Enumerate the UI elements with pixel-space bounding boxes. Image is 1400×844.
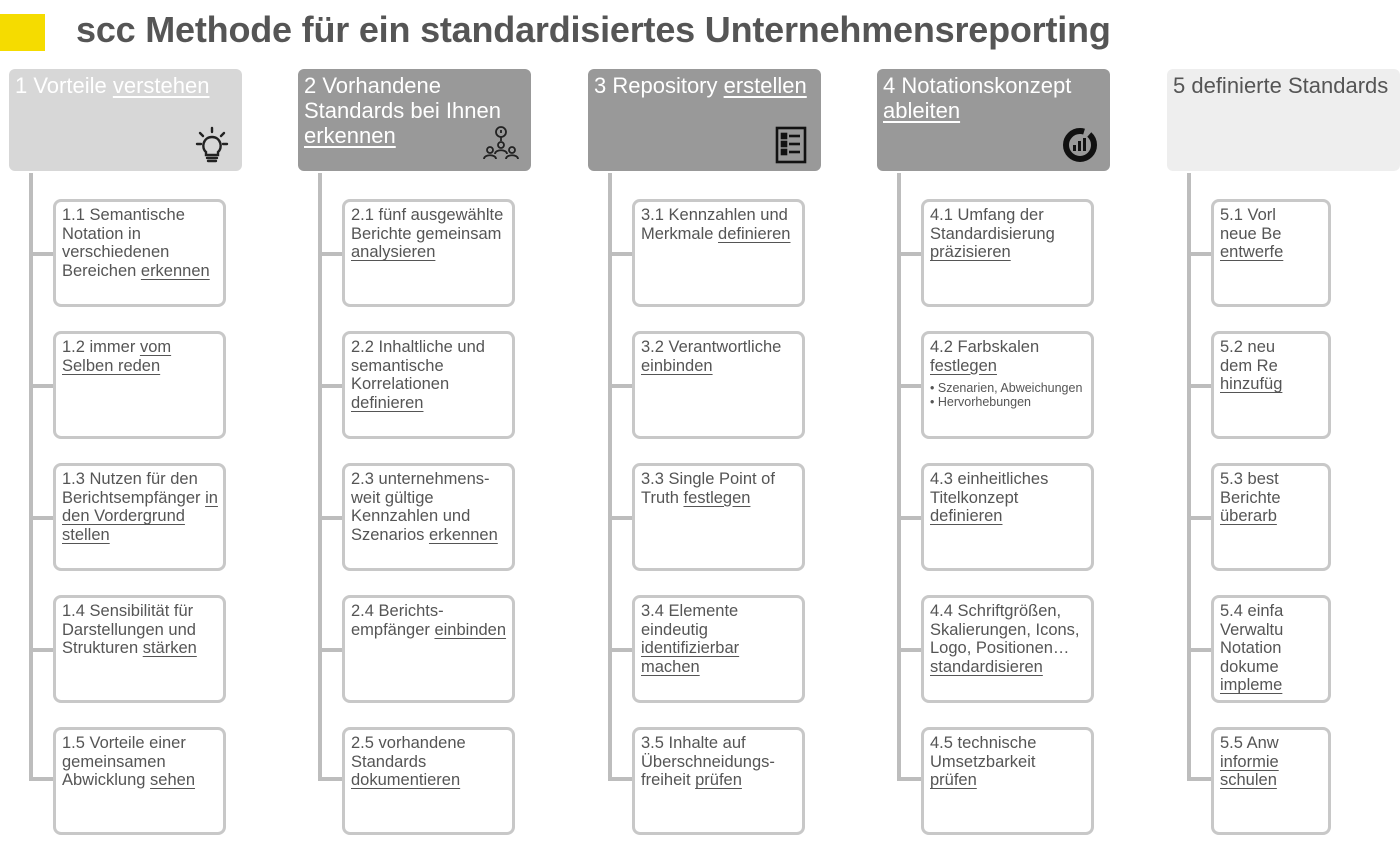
step-text: 5.5 Anw xyxy=(1220,734,1279,752)
step-box-3-2[interactable]: 3.2 Verantwortliche einbinden xyxy=(632,331,805,439)
column-header xyxy=(9,69,242,171)
connector-tick xyxy=(608,252,632,256)
step-box-1-4[interactable]: 1.4 Sensibilität für Darstellungen und Strukturen stärken xyxy=(53,595,226,703)
column-header xyxy=(298,69,531,171)
step-box-4-4[interactable]: 4.4 Schriftgrößen, Skalierungen, Icons, Logo, Positionen… standardisieren xyxy=(921,595,1094,703)
connector-tick xyxy=(608,384,632,388)
step-text: dokume xyxy=(1220,657,1279,676)
lightbulb-icon xyxy=(192,125,232,165)
connector-tick xyxy=(897,252,921,256)
step-link[interactable]: schulen xyxy=(1220,771,1277,790)
step-box-2-4[interactable]: 2.4 Berichts-empfänger einbinden xyxy=(342,595,515,703)
step-box-4-3[interactable]: 4.3 einheitliches Titelkonzept definieren xyxy=(921,463,1094,571)
connector-tick xyxy=(318,384,342,388)
connector-tick xyxy=(29,252,53,256)
chart-circle-icon xyxy=(1060,125,1100,165)
step-text: Verwaltu xyxy=(1220,620,1284,639)
step-box-5-3[interactable] xyxy=(1211,463,1331,571)
step-box-4-1[interactable]: 4.1 Umfang der Standardisierung präzisieren xyxy=(921,199,1094,307)
column-2 xyxy=(298,69,598,844)
step-text: 5.1 Vorl xyxy=(1220,206,1276,224)
column-header xyxy=(1167,69,1400,171)
column-header xyxy=(588,69,821,171)
connector-tick xyxy=(29,516,53,520)
connector-tick xyxy=(318,777,342,781)
step-box-4-5[interactable]: 4.5 technische Umsetzbarkeit prüfen xyxy=(921,727,1094,835)
step-text: 5.2 neu xyxy=(1220,338,1276,356)
connector-tick xyxy=(608,648,632,652)
bullet-item: • Szenarien, Abweichungen xyxy=(930,381,1083,396)
step-box-1-5[interactable]: 1.5 Vorteile einer gemeinsamen Abwicklung sehen xyxy=(53,727,226,835)
step-box-1-1[interactable]: 1.1 Semantische Notation in verschiedenen Bereichen erkennen xyxy=(53,199,226,307)
step-box-5-1[interactable] xyxy=(1211,199,1331,307)
connector-tick xyxy=(1187,516,1211,520)
step-box-2-1[interactable]: 2.1 fünf ausgewählte Berichte gemeinsam analysieren xyxy=(342,199,515,307)
connector-tick xyxy=(897,384,921,388)
column-header-label: 1 Vorteile xyxy=(15,73,113,98)
step-link[interactable]: entwerfe xyxy=(1220,243,1284,262)
step-text: 5.4 einfa xyxy=(1220,602,1284,620)
accent-bar xyxy=(0,14,45,51)
step-box-5-2[interactable] xyxy=(1211,331,1331,439)
step-text: 5.3 best xyxy=(1220,470,1279,488)
column-5 xyxy=(1167,69,1389,844)
connector-tick xyxy=(318,516,342,520)
connector-tick xyxy=(29,384,53,388)
connector-tick xyxy=(1187,648,1211,652)
step-box-3-3[interactable]: 3.3 Single Point of Truth festlegen xyxy=(632,463,805,571)
step-text: Notation xyxy=(1220,639,1282,658)
connector-tick xyxy=(1187,252,1211,256)
step-box-1-2[interactable]: 1.2 immer vom Selben reden xyxy=(53,331,226,439)
step-link[interactable]: impleme xyxy=(1220,676,1283,695)
connector-line xyxy=(1187,173,1191,779)
column-3 xyxy=(588,69,888,844)
connector-tick xyxy=(897,648,921,652)
column-header-link[interactable]: ableiten xyxy=(883,98,961,123)
connector-tick xyxy=(1187,777,1211,781)
column-header xyxy=(877,69,1110,171)
page-title: scc Methode für ein standardisiertes Unternehmensreporting xyxy=(76,9,1111,50)
step-box-2-3[interactable]: 2.3 unternehmens-weit gültige Kennzahlen und Szenarios erkennen xyxy=(342,463,515,571)
connector-tick xyxy=(318,648,342,652)
step-box-3-1[interactable]: 3.1 Kennzahlen und Merkmale definieren xyxy=(632,199,805,307)
column-header-link[interactable]: verstehen xyxy=(112,73,210,98)
step-box-4-2[interactable]: 4.2 Farbskalen festlegen • Szenarien, Abweichungen • Hervorhebungen xyxy=(921,331,1094,439)
column-4 xyxy=(877,69,1177,844)
step-box-1-3[interactable]: 1.3 Nutzen für den Berichtsempfänger in den Vordergrund stellen xyxy=(53,463,226,571)
connector-tick xyxy=(29,777,53,781)
connector-tick xyxy=(1187,384,1211,388)
step-link[interactable]: informie xyxy=(1220,752,1279,771)
column-header-label: 5 definierte Standards xyxy=(1173,73,1389,98)
connector-tick xyxy=(29,648,53,652)
step-box-2-5[interactable]: 2.5 vorhandene Standards dokumentieren xyxy=(342,727,515,835)
connector-tick xyxy=(318,252,342,256)
column-header-label: 4 Notationskonzept xyxy=(883,73,1072,98)
connector-line xyxy=(897,173,901,779)
connector-line xyxy=(608,173,612,779)
connector-tick xyxy=(608,777,632,781)
column-header-link[interactable]: erkennen xyxy=(304,123,396,148)
step-text: dem Re xyxy=(1220,356,1278,375)
checklist-icon xyxy=(771,125,811,165)
step-link[interactable]: überarb xyxy=(1220,507,1277,526)
column-header-label: 2 Vorhandene Standards bei Ihnen xyxy=(304,73,501,123)
step-link[interactable]: hinzufüg xyxy=(1220,375,1283,394)
step-box-2-2[interactable]: 2.2 Inhaltliche und semantische Korrelationen definieren xyxy=(342,331,515,439)
connector-line xyxy=(318,173,322,779)
column-header-link[interactable]: erstellen xyxy=(723,73,807,98)
step-box-5-4[interactable] xyxy=(1211,595,1331,703)
step-text: neue Be xyxy=(1220,224,1282,243)
step-text: Berichte xyxy=(1220,488,1281,507)
connector-line xyxy=(29,173,33,779)
connector-tick xyxy=(608,516,632,520)
column-1 xyxy=(9,69,309,844)
bullet-item: • Hervorhebungen xyxy=(930,395,1031,410)
connector-tick xyxy=(897,777,921,781)
column-header-label: 3 Repository xyxy=(594,73,724,98)
bullet-list xyxy=(930,381,1086,409)
connector-tick xyxy=(897,516,921,520)
step-box-3-5[interactable]: 3.5 Inhalte auf Überschneidungs-freiheit prüfen xyxy=(632,727,805,835)
team-icon xyxy=(481,125,521,165)
step-box-3-4[interactable]: 3.4 Elemente eindeutig identifizierbar machen xyxy=(632,595,805,703)
step-box-5-5[interactable] xyxy=(1211,727,1331,835)
